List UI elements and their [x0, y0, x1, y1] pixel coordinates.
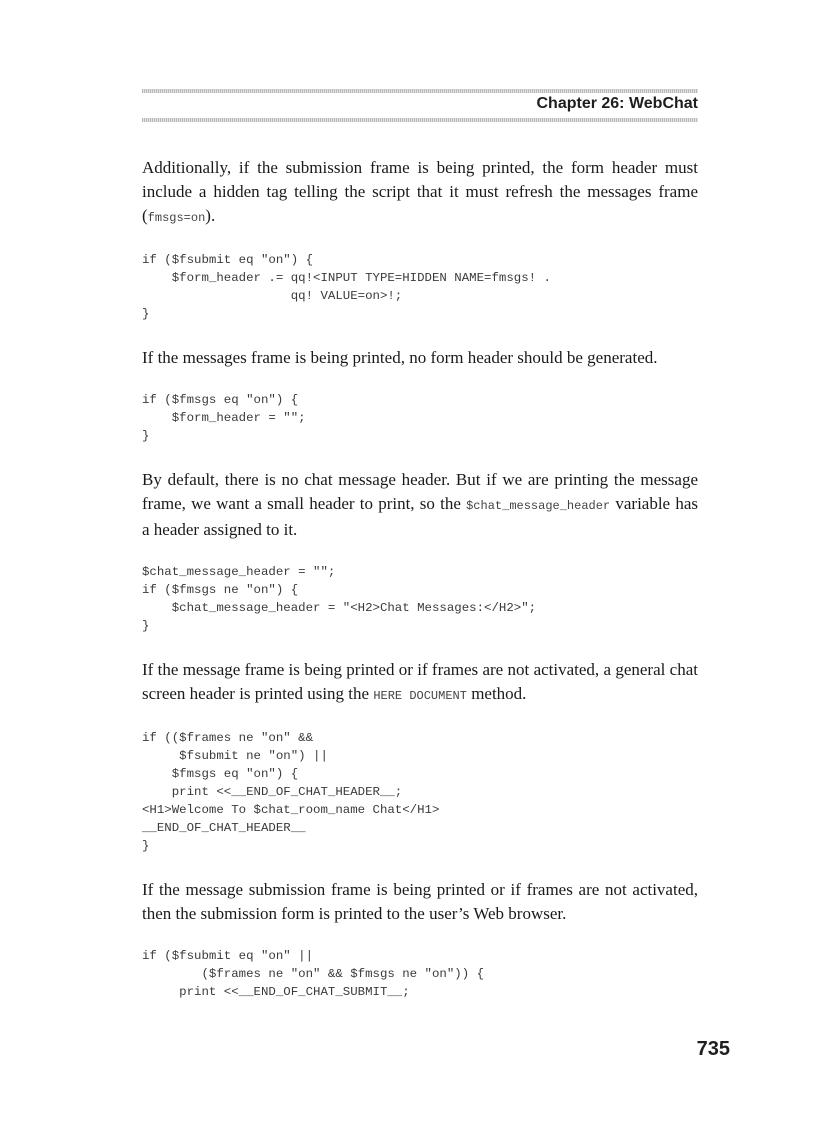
code-block-chat-message-header: $chat_message_header = ""; if ($fmsgs ne "on") { $chat_message_header = "<H2>Chat Messages:</H2>"; } [142, 565, 537, 633]
paragraph-chat-message-header: By default, there is no chat message header. But if we are printing the message frame, we want a small header to print, so the $chat_message_header variable has a header assigned to it. [142, 470, 698, 539]
header-rule-bottom [142, 118, 698, 122]
inline-code-here-document: HERE DOCUMENT [373, 689, 467, 703]
paragraph-messages-frame: If the messages frame is being printed, no form header should be generated. [142, 348, 658, 367]
inline-code-fmsgs: fmsgs=on [147, 211, 206, 225]
page-body [142, 156, 698, 1024]
paragraph-hidden-tag: Additionally, if the submission frame is being printed, the form header must include a hidden tag telling the script that it must refresh the messages frame (fmsgs=on). [142, 158, 698, 225]
code-block-fmsgs-header: if ($fmsgs eq "on") { $form_header = ""; } [142, 393, 306, 443]
code-block-chat-submit: if ($fsubmit eq "on" || ($frames ne "on" && $fmsgs ne "on")) { print <<__END_OF_CHAT_SUBMIT__; [142, 949, 485, 999]
code-block-fsubmit-header: if ($fsubmit eq "on") { $form_header .= qq!<INPUT TYPE=HIDDEN NAME=fmsgs! . qq! VALUE=on>!; } [142, 253, 551, 321]
inline-code-chat-message-header: $chat_message_header [466, 499, 611, 513]
running-head-title: Chapter 26: WebChat [536, 95, 698, 112]
code-block-chat-header: if (($frames ne "on" && $fsubmit ne "on") || $fmsgs eq "on") { print <<__END_OF_CHAT_HEADER__; <H1>Welcome To $chat_room_name Chat</H1> __END_OF_CHAT_HEADER__ } [142, 731, 440, 853]
header-rule-top [142, 89, 698, 93]
page-number: 735 [696, 1038, 730, 1060]
paragraph-general-header: If the message frame is being printed or if frames are not activated, a general chat screen header is printed using the HERE DOCUMENT method. [142, 660, 698, 703]
paragraph-submission-form: If the message submission frame is being printed or if frames are not activated, then the submission form is printed to the user’s Web browser. [142, 880, 698, 923]
